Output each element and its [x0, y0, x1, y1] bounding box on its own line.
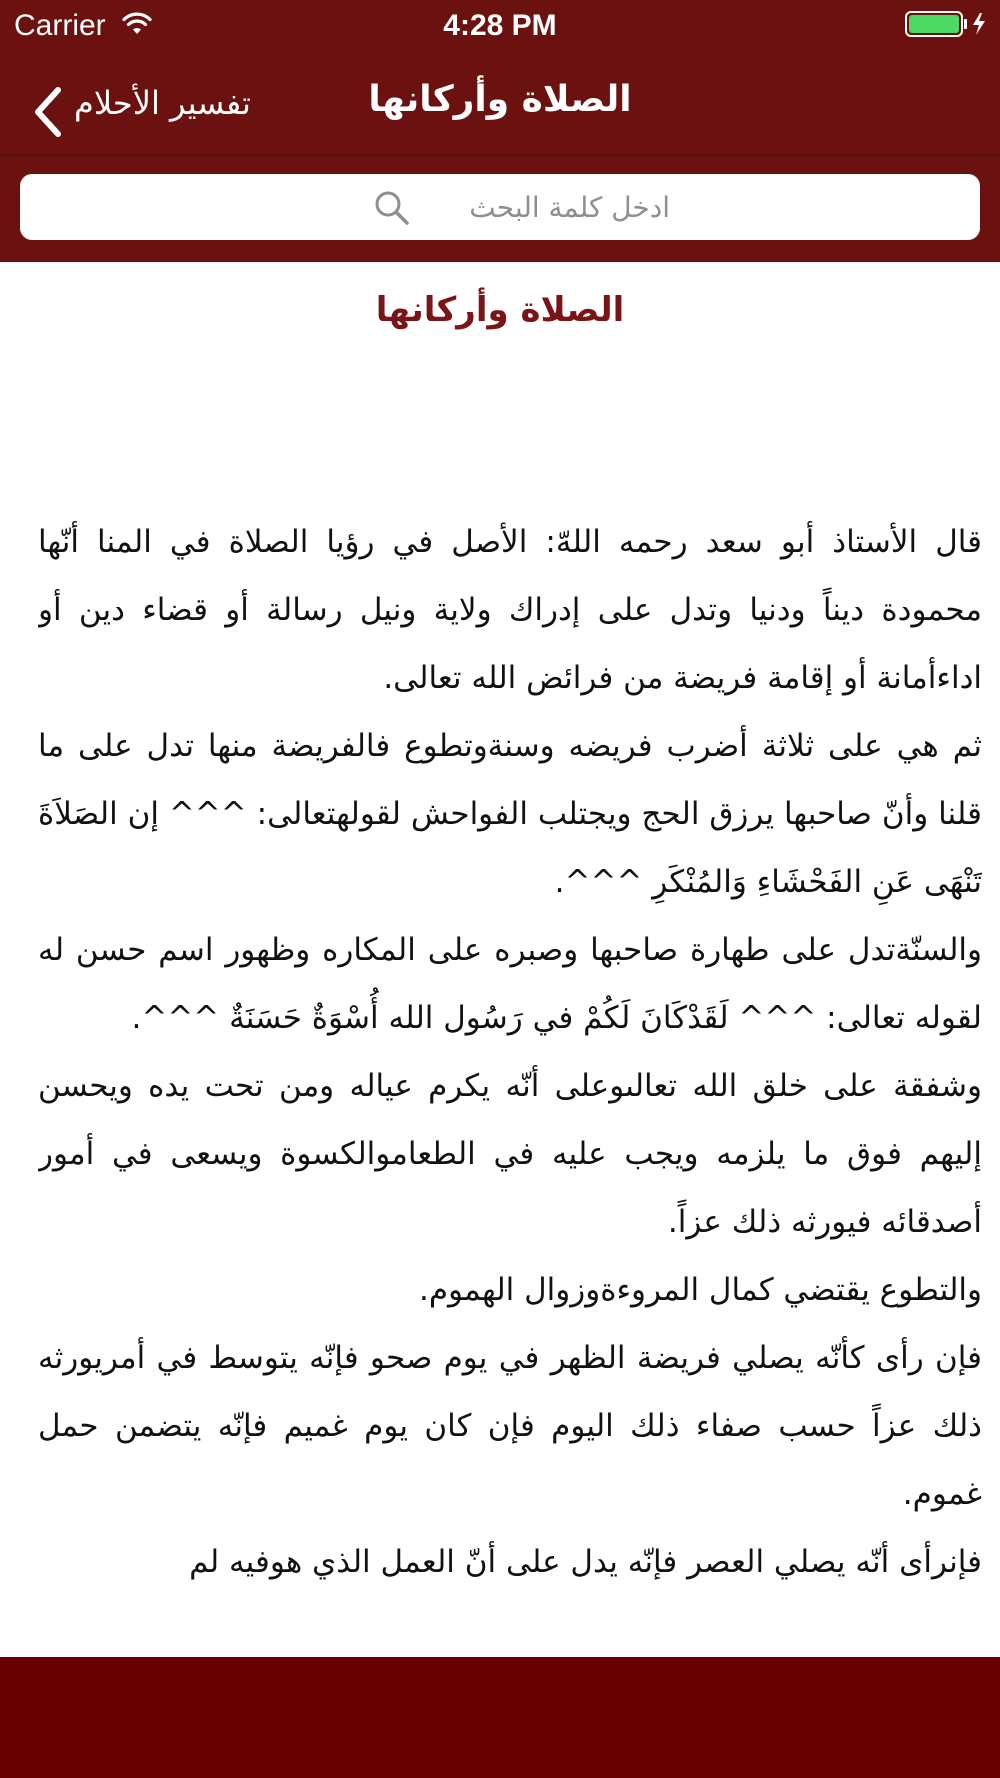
nav-title: الصلاة وأركانها — [368, 79, 632, 120]
status-bar — [0, 0, 1000, 52]
article-paragraph: فإن رأى كأنّه يصلي فريضة الظهر في يوم صحو فإنّه يتوسط في أمريورثه ذلك عزاً حسب صفاء ذلك اليوم فإن كان يوم غميم فإنّه يتضمن حمل غموم. — [38, 1340, 982, 1512]
bottom-bar — [0, 1657, 1000, 1778]
search-bar — [20, 174, 980, 240]
search-field-container[interactable] — [20, 174, 980, 240]
header — [0, 0, 1000, 262]
search-icon — [374, 190, 410, 226]
back-button-label: تفسير الأحلام — [74, 84, 251, 122]
article-body — [38, 508, 982, 1656]
article-paragraph: ثم هي على ثلاثة أضرب فريضه وسنةوتطوع فالفريضة منها تدل على ما قلنا وأنّ صاحبها يرزق الحج ويجتلب الفواحش لقولهتعالى: ^^^ إن الصَلاَةَ تَنْهَى عَنِ الفَحْشَاءِ وَالمُنْكَرِ ^^^. — [38, 728, 982, 900]
carrier-label: Carrier — [14, 9, 106, 42]
search-input[interactable] — [420, 182, 670, 232]
battery-icon — [905, 11, 991, 37]
article-paragraph: والتطوع يقتضي كمال المروءةوزوال الهموم. — [418, 1272, 982, 1308]
article-paragraph: قال الأستاذ أبو سعد رحمه اللهّ: الأصل في رؤيا الصلاة في المنا أنّها محمودة ديناً ودنيا وتدل على إدراك ولاية ونيل رسالة أو قضاء دين أو اداءأمانة أو إقامة فريضة من فرائض الله تعالى. — [38, 524, 982, 696]
status-time: 4:28 PM — [443, 9, 557, 42]
back-button[interactable] — [22, 66, 292, 140]
chevron-left-icon — [30, 86, 64, 138]
article-paragraph: والسنّةتدل على طهارة صاحبها وصبره على المكاره وظهور اسم حسن له لقوله تعالى: ^^^ لَقَدْكَانَ لَكُمْ في رَسُول الله أُسْوَةٌ حَسَنَةٌ ^^^. — [38, 932, 982, 1036]
article-paragraph: وشفقة على خلق الله تعالىوعلى أنّه يكرم عياله ومن تحت يده ويحسن إليهم فوق ما يلزمه ويجب عليه في الطعاموالكسوة ويسعى في أمور أصدقائه فيورثه ذلك عزاً. — [38, 1068, 982, 1240]
navigation-bar — [0, 52, 1000, 156]
article-paragraph: فإنرأى أنّه يصلي العصر فإنّه يدل على أنّ العمل الذي هوفيه لم — [189, 1544, 982, 1580]
article-title: الصلاة وأركانها — [375, 290, 625, 330]
